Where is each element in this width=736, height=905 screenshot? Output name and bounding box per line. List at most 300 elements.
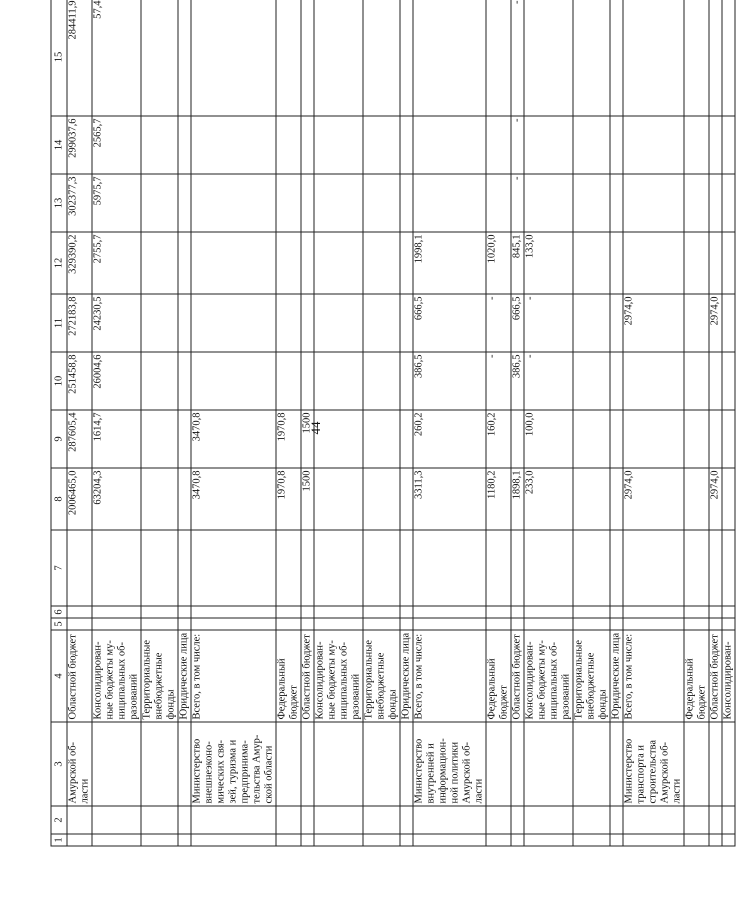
funding-source-cell: Территориальные внебюджетные фонды [363, 630, 400, 722]
executor-cell: Амурской об- ласти [67, 722, 92, 806]
amount-cell: 63204,3 [92, 468, 141, 530]
empty-cell [363, 530, 400, 606]
amount-cell [573, 0, 610, 116]
table-row [722, 0, 735, 846]
table-row [363, 0, 400, 846]
amount-cell [301, 352, 314, 410]
amount-cell: - [511, 0, 524, 116]
empty-cell [178, 806, 191, 834]
funding-source-cell: Юридические лица [610, 630, 623, 722]
table-row [709, 0, 722, 846]
rotated-page [51, 0, 734, 847]
column-number-cell: 1 [51, 834, 67, 846]
amount-cell [314, 174, 363, 232]
amount-cell [709, 116, 722, 174]
amount-cell [573, 232, 610, 294]
amount-cell [141, 352, 178, 410]
column-number-cell: 9 [51, 410, 67, 468]
table-row [524, 0, 573, 846]
empty-cell [314, 606, 363, 618]
amount-cell [400, 410, 413, 468]
table-row [301, 0, 314, 846]
amount-cell: 302377,3 [67, 174, 92, 232]
funding-source-cell: Федеральный бюджет [684, 630, 709, 722]
column-number-cell: 6 [51, 606, 67, 618]
funding-source-cell: Юридические лица [178, 630, 191, 722]
empty-cell [524, 618, 573, 630]
amount-cell [400, 116, 413, 174]
amount-cell [623, 116, 684, 174]
empty-cell [363, 806, 400, 834]
amount-cell: - [524, 352, 573, 410]
column-number-row [51, 0, 67, 846]
amount-cell: 666,5 [413, 294, 486, 352]
executor-cell [684, 722, 709, 806]
amount-cell: 386,5 [413, 352, 486, 410]
empty-cell [722, 834, 735, 846]
amount-cell: 251458,8 [67, 352, 92, 410]
empty-cell [610, 606, 623, 618]
amount-cell [363, 352, 400, 410]
amount-cell [722, 174, 735, 232]
table-row [191, 0, 276, 846]
empty-cell [301, 606, 314, 618]
amount-cell [684, 352, 709, 410]
amount-cell [486, 174, 511, 232]
amount-cell [684, 468, 709, 530]
amount-cell [141, 116, 178, 174]
amount-cell [610, 0, 623, 116]
empty-cell [486, 606, 511, 618]
amount-cell [178, 116, 191, 174]
amount-cell [276, 294, 301, 352]
amount-cell: 2565,7 [92, 116, 141, 174]
amount-cell: 272183,8 [67, 294, 92, 352]
funding-source-cell: Консолидирован- ные бюджеты му- ниципальных об- разований [314, 630, 363, 722]
amount-cell [178, 232, 191, 294]
amount-cell [363, 116, 400, 174]
amount-cell: 2974,0 [623, 294, 684, 352]
empty-cell [67, 834, 92, 846]
amount-cell [276, 232, 301, 294]
empty-cell [524, 834, 573, 846]
funding-source-cell: Областной бюджет [511, 630, 524, 722]
amount-cell [314, 410, 363, 468]
executor-cell [301, 722, 314, 806]
amount-cell: - [486, 294, 511, 352]
amount-cell [314, 294, 363, 352]
empty-cell [684, 806, 709, 834]
amount-cell [301, 116, 314, 174]
amount-cell [573, 410, 610, 468]
funding-source-cell: Федеральный бюджет [276, 630, 301, 722]
empty-cell [684, 606, 709, 618]
amount-cell [610, 468, 623, 530]
executor-cell [511, 722, 524, 806]
empty-cell [92, 806, 141, 834]
table-row [67, 0, 92, 846]
empty-cell [400, 834, 413, 846]
amount-cell [400, 0, 413, 116]
amount-cell [363, 410, 400, 468]
empty-cell [92, 834, 141, 846]
amount-cell [314, 116, 363, 174]
amount-cell [684, 0, 709, 116]
amount-cell [314, 0, 363, 116]
empty-cell [623, 530, 684, 606]
empty-cell [573, 834, 610, 846]
amount-cell [400, 174, 413, 232]
amount-cell [191, 294, 276, 352]
page-number: 44 [308, 421, 323, 435]
amount-cell: 3470,8 [191, 468, 276, 530]
amount-cell [276, 0, 301, 116]
amount-cell [610, 232, 623, 294]
executor-cell [276, 722, 301, 806]
empty-cell [524, 806, 573, 834]
amount-cell [141, 468, 178, 530]
amount-cell [684, 116, 709, 174]
empty-cell [363, 618, 400, 630]
empty-cell [141, 618, 178, 630]
amount-cell [178, 410, 191, 468]
funding-source-cell: Всего, в том числе: [413, 630, 486, 722]
empty-cell [486, 806, 511, 834]
amount-cell [276, 116, 301, 174]
amount-cell: 666,5 [511, 294, 524, 352]
amount-cell [524, 174, 573, 232]
table-row [178, 0, 191, 846]
empty-cell [722, 530, 735, 606]
amount-cell: 2974,0 [623, 468, 684, 530]
amount-cell [363, 468, 400, 530]
amount-cell [684, 294, 709, 352]
table-row [141, 0, 178, 846]
empty-cell [191, 530, 276, 606]
funding-source-cell: Областной бюджет [67, 630, 92, 722]
executor-cell [573, 722, 610, 806]
funding-source-cell: Федеральный бюджет [486, 630, 511, 722]
amount-cell [413, 116, 486, 174]
amount-cell: 57,4 [92, 0, 141, 116]
amount-cell [709, 410, 722, 468]
funding-source-cell: Юридические лица [400, 630, 413, 722]
amount-cell: 1970,8 [276, 410, 301, 468]
amount-cell [684, 410, 709, 468]
amount-cell [623, 352, 684, 410]
executor-cell [400, 722, 413, 806]
empty-cell [709, 530, 722, 606]
empty-cell [511, 806, 524, 834]
empty-cell [178, 606, 191, 618]
amount-cell: 845,1 [511, 232, 524, 294]
amount-cell [301, 174, 314, 232]
amount-cell [511, 410, 524, 468]
empty-cell [141, 606, 178, 618]
column-number-cell: 13 [51, 174, 67, 232]
executor-cell [178, 722, 191, 806]
amount-cell: 100,0 [524, 410, 573, 468]
amount-cell [363, 294, 400, 352]
empty-cell [92, 530, 141, 606]
empty-cell [623, 806, 684, 834]
amount-cell [610, 410, 623, 468]
funding-source-cell: Всего, в том числе: [623, 630, 684, 722]
table-row [314, 0, 363, 846]
amount-cell [141, 232, 178, 294]
amount-cell: 2006465,0 [67, 468, 92, 530]
empty-cell [67, 806, 92, 834]
empty-cell [301, 530, 314, 606]
amount-cell [709, 352, 722, 410]
empty-cell [301, 618, 314, 630]
amount-cell [400, 294, 413, 352]
empty-cell [573, 530, 610, 606]
executor-cell [709, 722, 722, 806]
amount-cell: 1998,1 [413, 232, 486, 294]
amount-cell: 260,2 [413, 410, 486, 468]
empty-cell [400, 806, 413, 834]
executor-cell [92, 722, 141, 806]
table-row [684, 0, 709, 846]
empty-cell [276, 606, 301, 618]
table-row [486, 0, 511, 846]
amount-cell [178, 0, 191, 116]
amount-cell: 1898,1 [511, 468, 524, 530]
amount-cell [573, 116, 610, 174]
amount-cell: 26004,6 [92, 352, 141, 410]
amount-cell [623, 0, 684, 116]
empty-cell [573, 618, 610, 630]
amount-cell [178, 352, 191, 410]
amount-cell [191, 352, 276, 410]
empty-cell [178, 530, 191, 606]
amount-cell [486, 116, 511, 174]
executor-cell [524, 722, 573, 806]
empty-cell [67, 606, 92, 618]
amount-cell [722, 410, 735, 468]
empty-cell [67, 530, 92, 606]
funding-source-cell: Всего, в том числе: [191, 630, 276, 722]
amount-cell: - [524, 294, 573, 352]
amount-cell [610, 174, 623, 232]
table-row [92, 0, 141, 846]
amount-cell [413, 0, 486, 116]
amount-cell: 329390,2 [67, 232, 92, 294]
executor-cell [722, 722, 735, 806]
empty-cell [413, 606, 486, 618]
amount-cell [486, 0, 511, 116]
empty-cell [276, 618, 301, 630]
empty-cell [610, 834, 623, 846]
amount-cell: 1020,0 [486, 232, 511, 294]
amount-cell [301, 232, 314, 294]
amount-cell [722, 116, 735, 174]
amount-cell: 1970,8 [276, 468, 301, 530]
amount-cell [524, 116, 573, 174]
amount-cell [191, 116, 276, 174]
amount-cell: 5975,7 [92, 174, 141, 232]
amount-cell: 1614,7 [92, 410, 141, 468]
amount-cell [191, 232, 276, 294]
amount-cell [722, 352, 735, 410]
funding-source-cell: Областной бюджет [709, 630, 722, 722]
amount-cell [301, 0, 314, 116]
amount-cell [363, 232, 400, 294]
empty-cell [178, 834, 191, 846]
empty-cell [610, 806, 623, 834]
empty-cell [141, 806, 178, 834]
amount-cell [314, 352, 363, 410]
amount-cell: - [511, 116, 524, 174]
empty-cell [141, 530, 178, 606]
amount-cell [191, 174, 276, 232]
empty-cell [314, 806, 363, 834]
amount-cell [573, 174, 610, 232]
amount-cell [610, 294, 623, 352]
empty-cell [276, 530, 301, 606]
empty-cell [413, 618, 486, 630]
amount-cell [722, 0, 735, 116]
amount-cell [178, 468, 191, 530]
amount-cell [623, 232, 684, 294]
amount-cell [709, 232, 722, 294]
empty-cell [486, 530, 511, 606]
empty-cell [413, 834, 486, 846]
empty-cell [314, 530, 363, 606]
column-number-cell: 4 [51, 630, 67, 722]
column-number-cell: 15 [51, 0, 67, 116]
empty-cell [67, 618, 92, 630]
empty-cell [684, 530, 709, 606]
table-row [400, 0, 413, 846]
empty-cell [511, 834, 524, 846]
empty-cell [191, 834, 276, 846]
budget-table [51, 0, 736, 847]
amount-cell [623, 174, 684, 232]
empty-cell [413, 530, 486, 606]
amount-cell [623, 410, 684, 468]
empty-cell [709, 806, 722, 834]
empty-cell [709, 834, 722, 846]
amount-cell [314, 232, 363, 294]
amount-cell [178, 294, 191, 352]
amount-cell: 1500 [301, 410, 314, 468]
empty-cell [684, 834, 709, 846]
amount-cell [400, 232, 413, 294]
amount-cell [610, 352, 623, 410]
amount-cell [178, 174, 191, 232]
empty-cell [413, 806, 486, 834]
empty-cell [709, 618, 722, 630]
amount-cell: 133,0 [524, 232, 573, 294]
table-row [623, 0, 684, 846]
amount-cell [684, 174, 709, 232]
empty-cell [363, 606, 400, 618]
funding-source-cell: Консолидирован- ные бюджеты му- ниципальных об- разований [524, 630, 573, 722]
amount-cell [722, 468, 735, 530]
column-number-cell: 5 [51, 618, 67, 630]
amount-cell: 233,0 [524, 468, 573, 530]
amount-cell [141, 0, 178, 116]
amount-cell [684, 232, 709, 294]
empty-cell [486, 834, 511, 846]
empty-cell [511, 618, 524, 630]
executor-cell [610, 722, 623, 806]
amount-cell [363, 0, 400, 116]
executor-cell [486, 722, 511, 806]
amount-cell [141, 174, 178, 232]
amount-cell [524, 0, 573, 116]
empty-cell [191, 606, 276, 618]
empty-cell [573, 806, 610, 834]
column-number-cell: 8 [51, 468, 67, 530]
amount-cell [301, 294, 314, 352]
empty-cell [363, 834, 400, 846]
amount-cell [722, 294, 735, 352]
amount-cell [722, 232, 735, 294]
amount-cell [573, 294, 610, 352]
amount-cell: 386,5 [511, 352, 524, 410]
amount-cell [141, 410, 178, 468]
column-number-cell: 10 [51, 352, 67, 410]
column-number-cell: 2 [51, 806, 67, 834]
column-number-cell: 11 [51, 294, 67, 352]
amount-cell [709, 0, 722, 116]
empty-cell [486, 618, 511, 630]
empty-cell [400, 618, 413, 630]
amount-cell: 2974,0 [709, 294, 722, 352]
empty-cell [722, 806, 735, 834]
empty-cell [178, 618, 191, 630]
amount-cell [276, 352, 301, 410]
amount-cell [610, 116, 623, 174]
executor-cell [314, 722, 363, 806]
empty-cell [623, 834, 684, 846]
column-number-cell: 12 [51, 232, 67, 294]
amount-cell: 160,2 [486, 410, 511, 468]
funding-source-cell: Территориальные внебюджетные фонды [573, 630, 610, 722]
amount-cell: 299037,6 [67, 116, 92, 174]
empty-cell [573, 606, 610, 618]
empty-cell [623, 618, 684, 630]
empty-cell [684, 618, 709, 630]
amount-cell: 3311,3 [413, 468, 486, 530]
empty-cell [276, 834, 301, 846]
empty-cell [709, 606, 722, 618]
table-row [413, 0, 486, 846]
column-number-cell: 14 [51, 116, 67, 174]
amount-cell [709, 174, 722, 232]
funding-source-cell: Консолидирован- ные бюджеты му- ниципальных об- разований [92, 630, 141, 722]
amount-cell: 1180,2 [486, 468, 511, 530]
empty-cell [276, 806, 301, 834]
table-row [573, 0, 610, 846]
amount-cell [400, 352, 413, 410]
funding-source-cell: Областной бюджет [301, 630, 314, 722]
empty-cell [722, 618, 735, 630]
empty-cell [301, 806, 314, 834]
empty-cell [610, 618, 623, 630]
empty-cell [400, 606, 413, 618]
amount-cell [191, 0, 276, 116]
amount-cell: 24230,5 [92, 294, 141, 352]
executor-cell [363, 722, 400, 806]
amount-cell: 2755,7 [92, 232, 141, 294]
amount-cell [573, 352, 610, 410]
table-row [511, 0, 524, 846]
empty-cell [301, 834, 314, 846]
